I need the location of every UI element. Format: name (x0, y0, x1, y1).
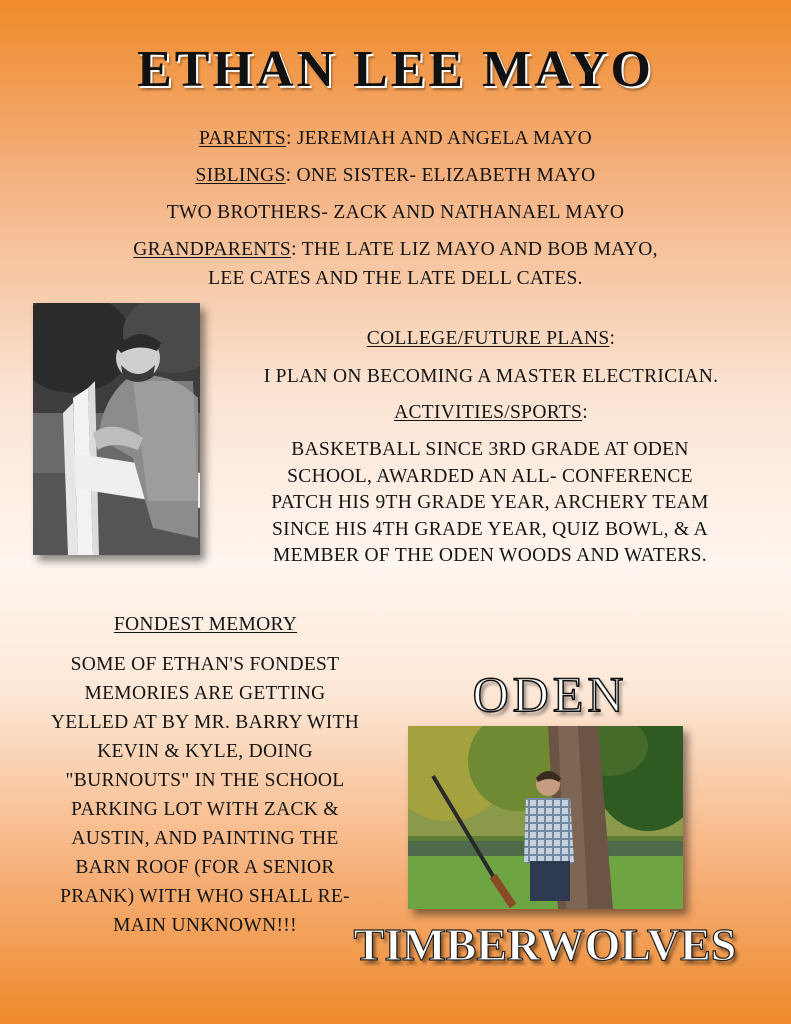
activities-heading-label: ACTIVITIES/SPORTS (394, 402, 583, 423)
activities-line: SINCE HIS 4TH GRADE YEAR, QUIZ BOWL, & A (272, 518, 708, 540)
activities-text (210, 437, 770, 570)
memory-line: BARN ROOF (FOR A SENIOR (75, 857, 335, 878)
siblings-value: : ONE SISTER- ELIZABETH MAYO (285, 165, 596, 186)
fence-portrait-image (33, 303, 200, 555)
siblings-label: SIBLINGS (195, 165, 286, 186)
memory-line: YELLED AT BY MR. BARRY WITH (50, 712, 360, 733)
parents-label: PARENTS (198, 128, 286, 149)
plans-heading-label: COLLEGE/FUTURE PLANS (366, 328, 610, 349)
portrait-photo-tree (408, 726, 683, 909)
grandparents-line (0, 237, 791, 263)
plans-heading (200, 326, 782, 352)
memory-line: SOME OF ETHAN'S FONDEST (70, 654, 340, 675)
tree-portrait-image (408, 726, 683, 909)
parents-value: : JEREMIAH AND ANGELA MAYO (285, 128, 593, 149)
page-title: ETHAN LEE MAYO (137, 41, 654, 98)
memory-line: PRANK) WITH WHO SHALL RE- (60, 886, 350, 907)
activities-heading (200, 400, 782, 426)
activities-line: PATCH HIS 9TH GRADE YEAR, ARCHERY TEAM (271, 492, 709, 513)
parents-line (0, 126, 791, 152)
grandparents-label: GRANDPARENTS (133, 239, 292, 260)
portrait-photo-fence (33, 303, 200, 555)
plans-heading-suffix: : (609, 328, 616, 349)
memory-line: "BURNOUTS" IN THE SCHOOL (65, 770, 345, 791)
grandparents-line-2: LEE CATES AND THE LATE DELL CATES. (208, 268, 583, 289)
school-mascot-timberwolves: TIMBERWOLVES (353, 919, 737, 970)
memory-line: PARKING LOT WITH ZACK & (71, 799, 339, 820)
plans-text: I PLAN ON BECOMING A MASTER ELECTRICIAN. (263, 366, 719, 387)
memory-heading (0, 612, 411, 638)
memory-text (20, 650, 390, 940)
memory-line: MAIN UNKNOWN!!! (113, 915, 297, 936)
siblings-line (0, 163, 791, 189)
memory-line: MEMORIES ARE GETTING (84, 683, 326, 704)
activities-heading-suffix: : (582, 402, 588, 423)
memory-heading-label: FONDEST MEMORY (113, 614, 298, 635)
activities-line: MEMBER OF THE ODEN WOODS AND WATERS. (273, 545, 707, 566)
brothers-line: TWO BROTHERS- ZACK AND NATHANAEL MAYO (166, 202, 625, 223)
grandparents-value: : THE LATE LIZ MAYO AND BOB MAYO, (291, 239, 658, 260)
activities-line: BASKETBALL SINCE 3RD GRADE AT ODEN (291, 439, 689, 460)
activities-line: SCHOOL, AWARDED AN ALL- CONFERENCE (287, 465, 693, 487)
school-name-oden: ODEN (472, 666, 628, 722)
memory-line: AUSTIN, AND PAINTING THE (71, 828, 339, 849)
memory-line: KEVIN & KYLE, DOING (97, 741, 313, 762)
